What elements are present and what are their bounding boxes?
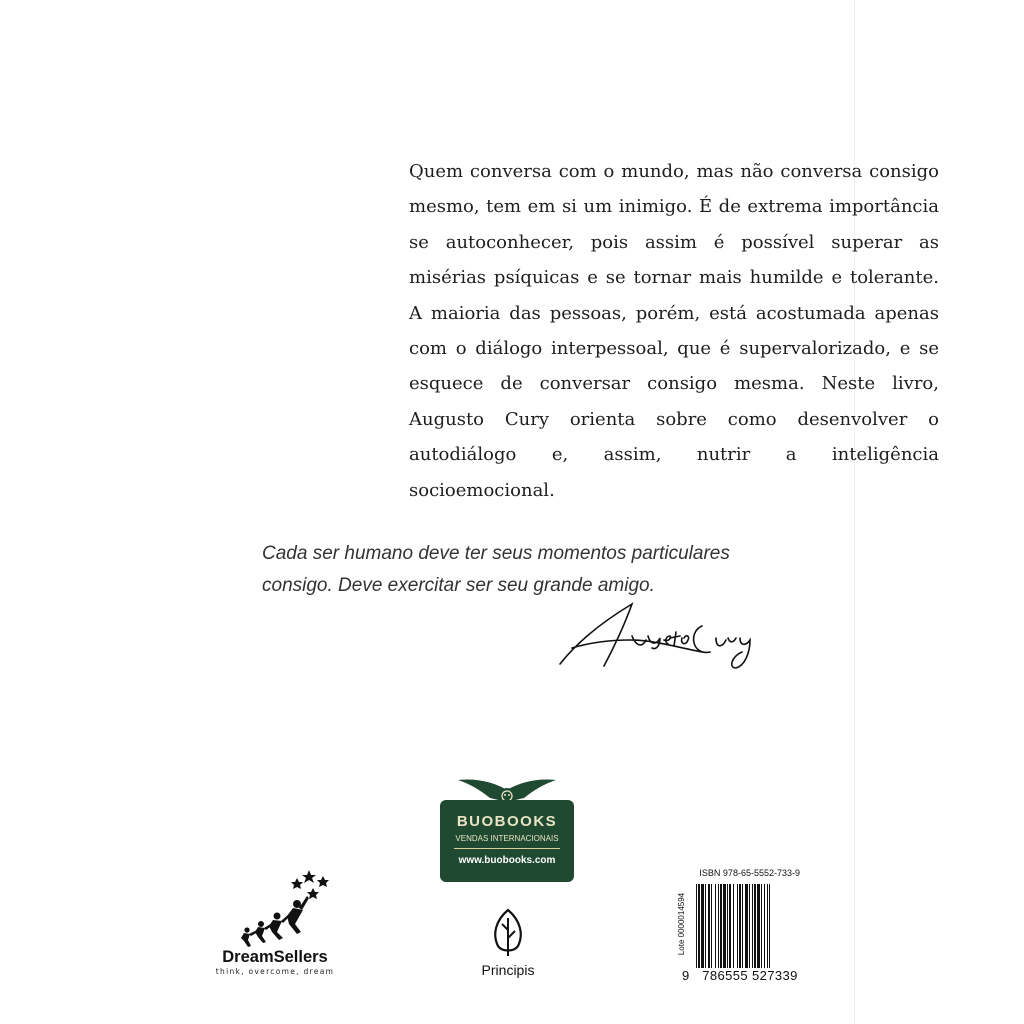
synopsis-text: Quem conversa com o mundo, mas não conversa consigo mesmo, tem em si um inimigo. É de extrema importância se autoconhecer, pois assim é possível superar as misérias psíquicas e se tornar mais humilde e tolerante. A maioria das pessoas, porém, está acostumada apenas com o diálogo interpessoal, que é supervalorizado, e se esquece de conversar consigo mesma. Neste livro, Augusto Cury orienta sobre como desenvolver o autodiálogo e, assim, nutrir a inteligência socioemocional. [409, 161, 939, 501]
barcode-bar [749, 884, 750, 968]
barcode-bar [764, 884, 765, 968]
barcode-bar [745, 884, 748, 968]
lot-number: Lote 0000014594 [677, 892, 686, 956]
dreamsellers-tagline: think, overcome, dream [215, 967, 335, 976]
barcode-bar [754, 884, 756, 968]
author-signature [552, 596, 764, 678]
buobooks-divider [454, 848, 560, 849]
quote-line-1: Cada ser humano deve ter seus momentos particulares [262, 543, 730, 564]
barcode-bar [752, 884, 753, 968]
barcode-bar [729, 884, 731, 968]
buobooks-logo [438, 776, 576, 882]
dreamsellers-logo [205, 866, 345, 986]
barcode-bar [715, 884, 716, 968]
isbn-number: ISBN 978-65-5552-733-9 [699, 868, 800, 878]
buobooks-url: www.buobooks.com [458, 855, 556, 866]
barcode-bars [696, 884, 800, 968]
isbn-barcode [670, 866, 800, 988]
barcode-bar [737, 884, 738, 968]
leaf-icon [488, 908, 528, 958]
barcode-bar [711, 884, 712, 968]
barcode-digits: 786555 527339 [702, 968, 798, 983]
barcode-first-digit: 9 [682, 968, 690, 983]
principis-logo [470, 908, 546, 988]
buobooks-subtitle: VENDAS INTERNACIONAIS [455, 834, 559, 843]
barcode-bar [761, 884, 762, 968]
buobooks-name: BUOBOOKS [456, 813, 558, 830]
barcode-bar [767, 884, 768, 968]
barcode-bar [698, 884, 700, 968]
barcode-bar [769, 884, 770, 968]
quote-line-2: consigo. Deve exercitar ser seu grande amigo. [262, 575, 655, 596]
barcode-bar [727, 884, 728, 968]
barcode-bar [696, 884, 697, 968]
barcode-bar [720, 884, 722, 968]
barcode-bar [757, 884, 760, 968]
children-with-stars-icon [227, 866, 337, 952]
barcode-bar [723, 884, 726, 968]
barcode-bar [705, 884, 706, 968]
dreamsellers-name: DreamSellers [222, 948, 328, 966]
barcode-bar [739, 884, 741, 968]
barcode-bar [708, 884, 710, 968]
buobooks-badge [440, 800, 574, 882]
author-quote [262, 538, 762, 602]
barcode-bar [742, 884, 743, 968]
barcode-bar [718, 884, 719, 968]
barcode-bar [733, 884, 734, 968]
principis-name: Principis [481, 962, 535, 978]
barcode-bar [701, 884, 704, 968]
